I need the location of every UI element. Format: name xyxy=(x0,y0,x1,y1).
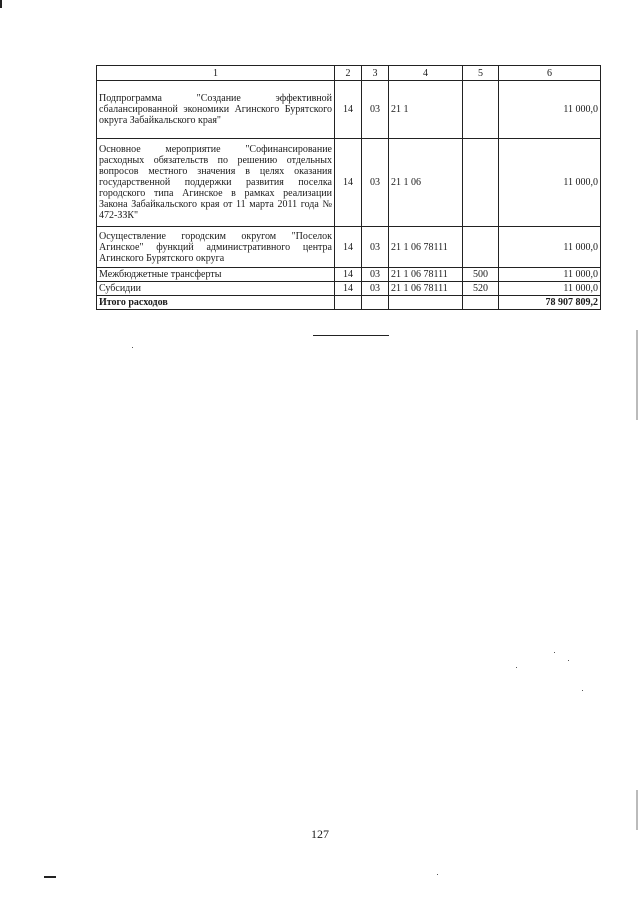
table-row xyxy=(97,81,601,139)
row-subsection: 03 xyxy=(362,268,389,282)
table-row xyxy=(97,282,601,296)
row-expense-type: 520 xyxy=(463,282,499,296)
row-name: Основное мероприятие "Софинансирование расходных обязательств по решению отдельных вопросов местного значения в целях оказания государственной поддержки развития поселка городского типа Агинское в рамках реализации Закона Забайкальского края от 11 марта 2011 года № 472-ЗЗК" xyxy=(97,139,335,227)
row-expense-type xyxy=(463,139,499,227)
row-name: Субсидии xyxy=(97,282,335,296)
header-cell-2: 2 xyxy=(335,66,362,81)
total-label: Итого расходов xyxy=(97,296,335,310)
header-cell-5: 5 xyxy=(463,66,499,81)
header-cell-4: 4 xyxy=(389,66,463,81)
row-subsection: 03 xyxy=(362,282,389,296)
row-target-code: 21 1 xyxy=(389,81,463,139)
row-amount: 11 000,0 xyxy=(499,139,601,227)
row-amount: 11 000,0 xyxy=(499,227,601,268)
header-cell-6: 6 xyxy=(499,66,601,81)
table-row xyxy=(97,268,601,282)
row-subsection: 03 xyxy=(362,227,389,268)
row-section: 14 xyxy=(335,139,362,227)
total-subsection xyxy=(362,296,389,310)
row-name: Осуществление городским округом "Поселок Агинское" функций административного центра Агинского Бурятского округа xyxy=(97,227,335,268)
page-number: 127 xyxy=(311,827,329,841)
total-target-code xyxy=(389,296,463,310)
table-header-row xyxy=(97,66,601,81)
scan-speck xyxy=(554,652,555,653)
scan-speck xyxy=(437,874,438,875)
row-section: 14 xyxy=(335,81,362,139)
scan-edge-mark-lower xyxy=(636,790,638,830)
row-target-code: 21 1 06 78111 xyxy=(389,227,463,268)
scan-mark-bottom-left xyxy=(44,876,56,878)
row-expense-type xyxy=(463,81,499,139)
separator-line xyxy=(313,335,389,336)
header-cell-3: 3 xyxy=(362,66,389,81)
row-section: 14 xyxy=(335,282,362,296)
row-amount: 11 000,0 xyxy=(499,268,601,282)
row-target-code: 21 1 06 78111 xyxy=(389,282,463,296)
row-name: Подпрограмма "Создание эффективной сбалансированной экономики Агинского Бурятского округа Забайкальского края" xyxy=(97,81,335,139)
scan-mark-top-left xyxy=(0,0,2,8)
row-expense-type: 500 xyxy=(463,268,499,282)
scan-speck xyxy=(516,667,517,668)
row-section: 14 xyxy=(335,227,362,268)
total-expense-type xyxy=(463,296,499,310)
row-name: Межбюджетные трансферты xyxy=(97,268,335,282)
row-subsection: 03 xyxy=(362,139,389,227)
total-section xyxy=(335,296,362,310)
total-row xyxy=(97,296,601,310)
budget-table xyxy=(96,65,601,310)
row-amount: 11 000,0 xyxy=(499,81,601,139)
row-amount: 11 000,0 xyxy=(499,282,601,296)
row-target-code: 21 1 06 78111 xyxy=(389,268,463,282)
row-section: 14 xyxy=(335,268,362,282)
scan-speck xyxy=(132,347,133,348)
scan-speck xyxy=(568,660,569,661)
header-cell-1: 1 xyxy=(97,66,335,81)
table-row xyxy=(97,227,601,268)
table-row xyxy=(97,139,601,227)
row-subsection: 03 xyxy=(362,81,389,139)
scan-edge-mark xyxy=(636,330,638,420)
row-expense-type xyxy=(463,227,499,268)
row-target-code: 21 1 06 xyxy=(389,139,463,227)
scan-speck xyxy=(582,690,583,691)
total-amount: 78 907 809,2 xyxy=(499,296,601,310)
